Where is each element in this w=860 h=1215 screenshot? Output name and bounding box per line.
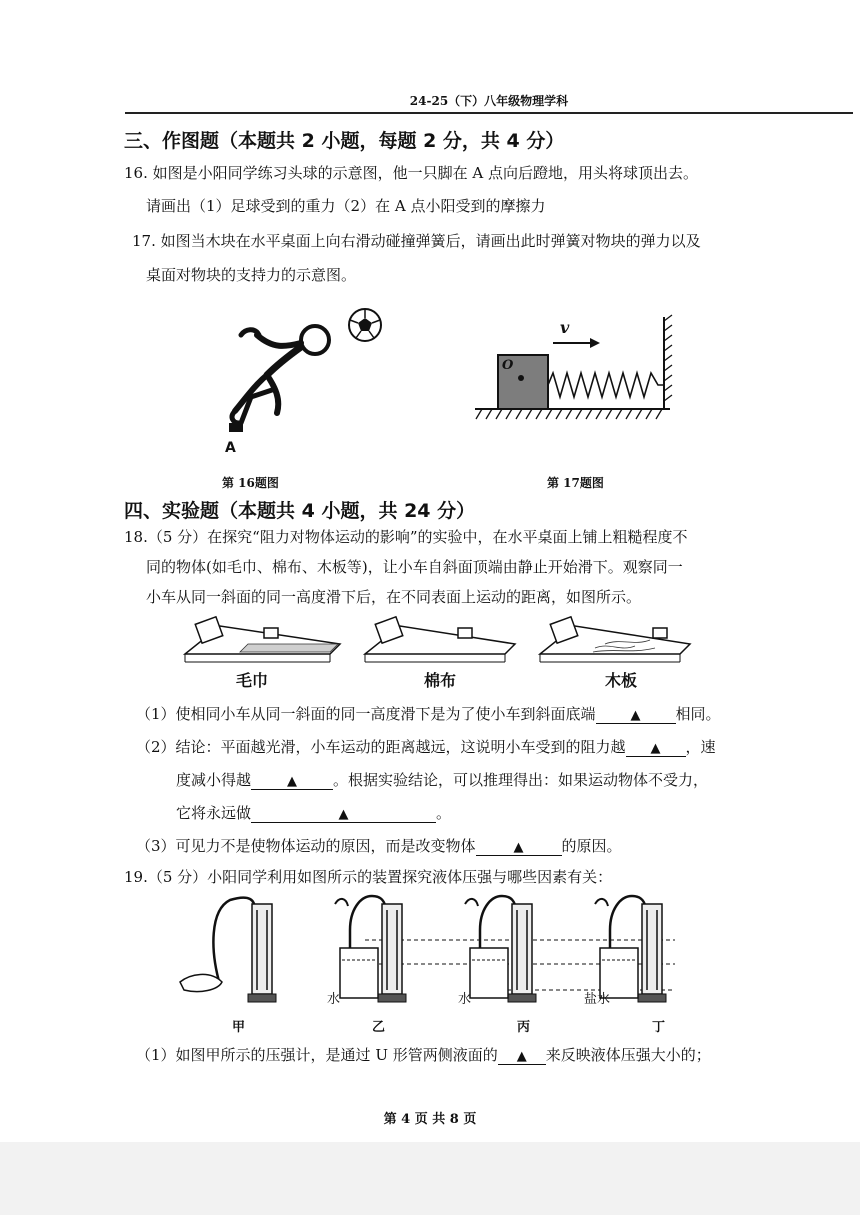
q18-blank-2[interactable]: ▲ [626, 741, 686, 757]
label-wood: 木板 [605, 671, 638, 690]
page-header: 24-25（下）八年级物理学科 [409, 94, 569, 108]
panel-label-yi: 乙 [372, 1020, 386, 1035]
q18-part2-line2: 度减小得越 ▲ 。根据实验结论，可以推理得出：如果运动物体不受力， [176, 771, 709, 789]
fig17-velocity-label: v [560, 318, 570, 337]
manometer-jia [180, 898, 276, 1002]
page-footer: 第 4 页 共 8 页 [383, 1112, 477, 1127]
manometer-bing [465, 896, 536, 1002]
slope-wood [540, 617, 690, 662]
section3-title: 三、作图题（本题共 2 小题，每题 2 分，共 4 分） [124, 130, 565, 152]
liquid-label-yi: 水 [327, 992, 341, 1007]
section4-title: 四、实验题（本题共 4 小题，共 24 分） [124, 500, 476, 522]
fig19-manometers-drawing [170, 890, 730, 1020]
q16-line1: 16. 如图是小阳同学练习头球的示意图，他一只脚在 A 点向后蹬地，用头将球顶出去。 [124, 164, 698, 182]
q18-part1: （1）使相同小车从同一斜面的同一高度滑下是为了使小车到斜面底端 ▲ 相同。 [136, 705, 721, 723]
manometer-ding [595, 896, 666, 1002]
q16-line2: 请画出（1）足球受到的重力（2）在 A 点小阳受到的摩擦力 [146, 197, 546, 215]
q19-line1: 19.（5 分）小阳同学利用如图所示的装置探究液体压强与哪些因素有关： [124, 868, 613, 886]
fig17-caption: 第 17题图 [547, 476, 604, 490]
slope-cotton [365, 617, 515, 662]
panel-label-bing: 丙 [517, 1020, 531, 1035]
q18-part3: （3）可见力不是使物体运动的原因，而是改变物体 ▲ 的原因。 [136, 837, 622, 855]
q19-blank-1[interactable]: ▲ [498, 1049, 546, 1065]
q18-line3: 小车从同一斜面的同一高度滑下后，在不同表面上运动的距离，如图所示。 [146, 588, 642, 606]
liquid-label-bing: 水 [458, 992, 472, 1007]
fig16-caption: 第 16题图 [222, 476, 279, 490]
q18-blank-5[interactable]: ▲ [476, 840, 562, 856]
q18-part2-line3: 它将永远做 ▲ 。 [176, 804, 452, 822]
q18-blank-3[interactable]: ▲ [251, 774, 333, 790]
fig18-slopes-drawing [180, 614, 690, 669]
slope-towel [185, 617, 340, 662]
panel-label-ding: 丁 [652, 1020, 666, 1035]
fig17-center-label: O [502, 358, 514, 373]
label-cotton: 棉布 [424, 671, 457, 690]
liquid-label-ding: 盐水 [584, 992, 611, 1007]
q18-line2: 同的物体(如毛巾、棉布、木板等)，让小车自斜面顶端由静止开始滑下。观察同一 [146, 558, 683, 576]
q19-part1: （1）如图甲所示的压强计，是通过 U 形管两侧液面的 ▲ 来反映液体压强大小的； [136, 1046, 711, 1064]
panel-label-jia: 甲 [232, 1020, 246, 1035]
q17-line2: 桌面对物块的支持力的示意图。 [146, 266, 357, 284]
fig16-header-drawing [215, 305, 390, 465]
q17-line1: 17. 如图当木块在水平桌面上向右滑动碰撞弹簧后，请画出此时弹簧对物块的弹力以及 [132, 232, 701, 250]
manometer-yi [335, 896, 406, 1002]
fig16-point-a: A [225, 440, 236, 456]
q18-line1: 18.（5 分）在探究“阻力对物体运动的影响”的实验中，在水平桌面上铺上粗糙程度不 [124, 528, 688, 546]
q18-blank-4[interactable]: ▲ [251, 807, 436, 823]
label-towel: 毛巾 [236, 671, 269, 690]
q18-blank-1[interactable]: ▲ [596, 708, 676, 724]
q18-part2-line1: （2）结论：平面越光滑，小车运动的距离越远，这说明小车受到的阻力越 ▲ ，速 [136, 738, 716, 756]
header-rule [125, 112, 853, 114]
